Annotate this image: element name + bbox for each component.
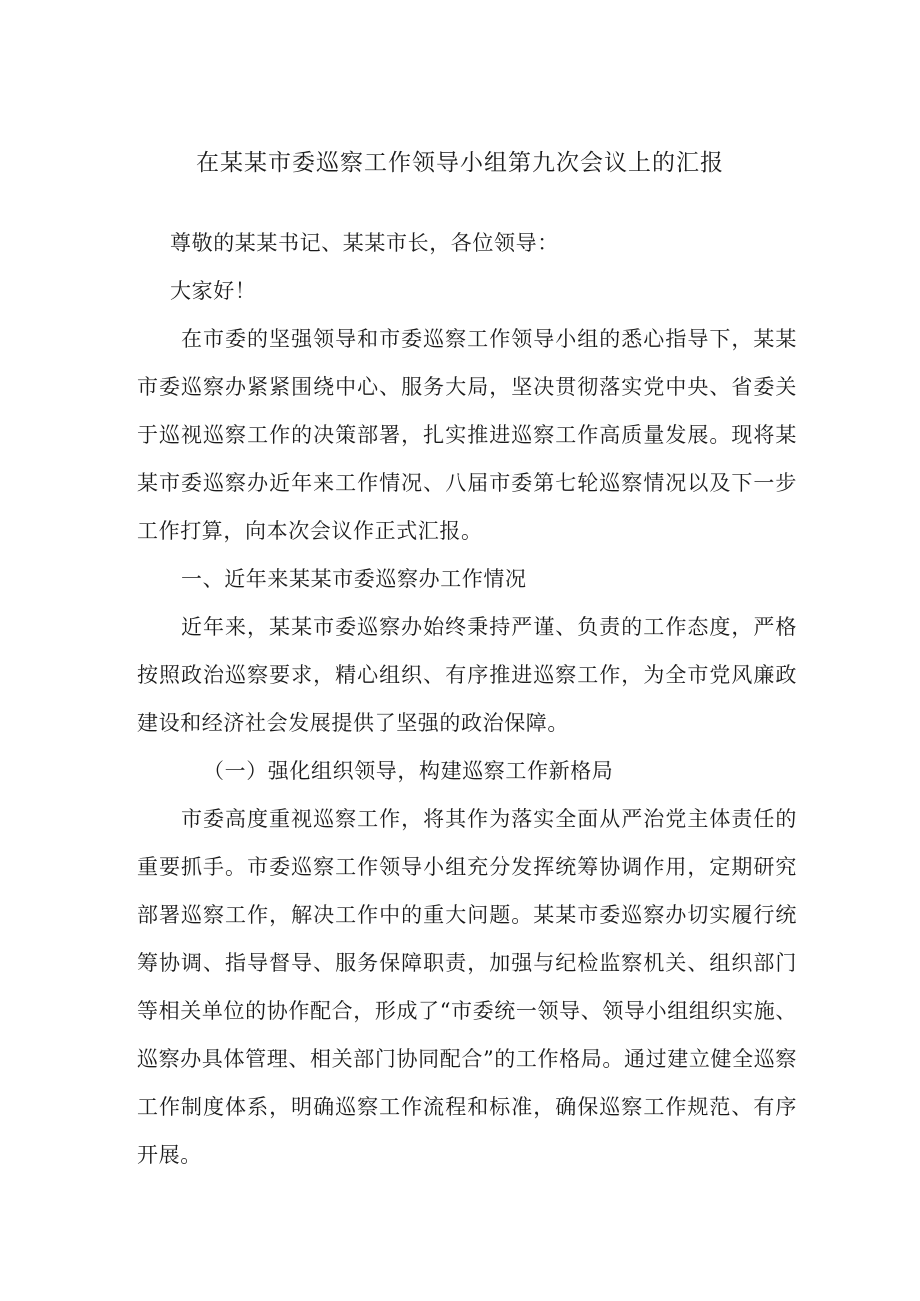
intro-paragraph: 在市委的坚强领导和市委巡察工作领导小组的悉心指导下，某某市委巡察办紧紧围绕中心、服务大局，坚决贯彻落实党中央、省委关于巡视巡察工作的决策部署，扎实推进巡察工作高质量发展。现将某某市委巡察办近年来工作情况、八届市委第七轮巡察情况以及下一步工作打算，向本次会议作正式汇报。 [137, 327, 797, 543]
subsection-heading-1: （一）强化组织领导，构建巡察工作新格局 [203, 759, 614, 783]
document-title: 在某某市委巡察工作领导小组第九次会议上的汇报 [196, 150, 724, 176]
subsection-paragraph: 市委高度重视巡察工作，将其作为落实全面从严治党主体责任的重要抓手。市委巡察工作领导小组充分发挥统筹协调作用，定期研究部署巡察工作，解决工作中的重大问题。某某市委巡察办切实履行统筹协调、指导督导、服务保障职责，加强与纪检监察机关、组织部门等相关单位的协作配合，形成了“市委统一领导、领导小组组织实施、巡察办具体管理、相关部门协同配合”的工作格局。通过建立健全巡察工作制度体系，明确巡察工作流程和标准，确保巡察工作规范、有序开展。 [137, 807, 797, 1167]
greeting-paragraph: 大家好！ [170, 279, 257, 303]
salutation-paragraph: 尊敬的某某书记、某某市长，各位领导： [170, 231, 559, 255]
section-paragraph: 近年来，某某市委巡察办始终秉持严谨、负责的工作态度，严格按照政治巡察要求，精心组织、有序推进巡察工作，为全市党风廉政建设和经济社会发展提供了坚强的政治保障。 [137, 615, 797, 735]
document-body [137, 219, 797, 1179]
section-heading-1: 一、近年来某某市委巡察办工作情况 [181, 567, 527, 591]
